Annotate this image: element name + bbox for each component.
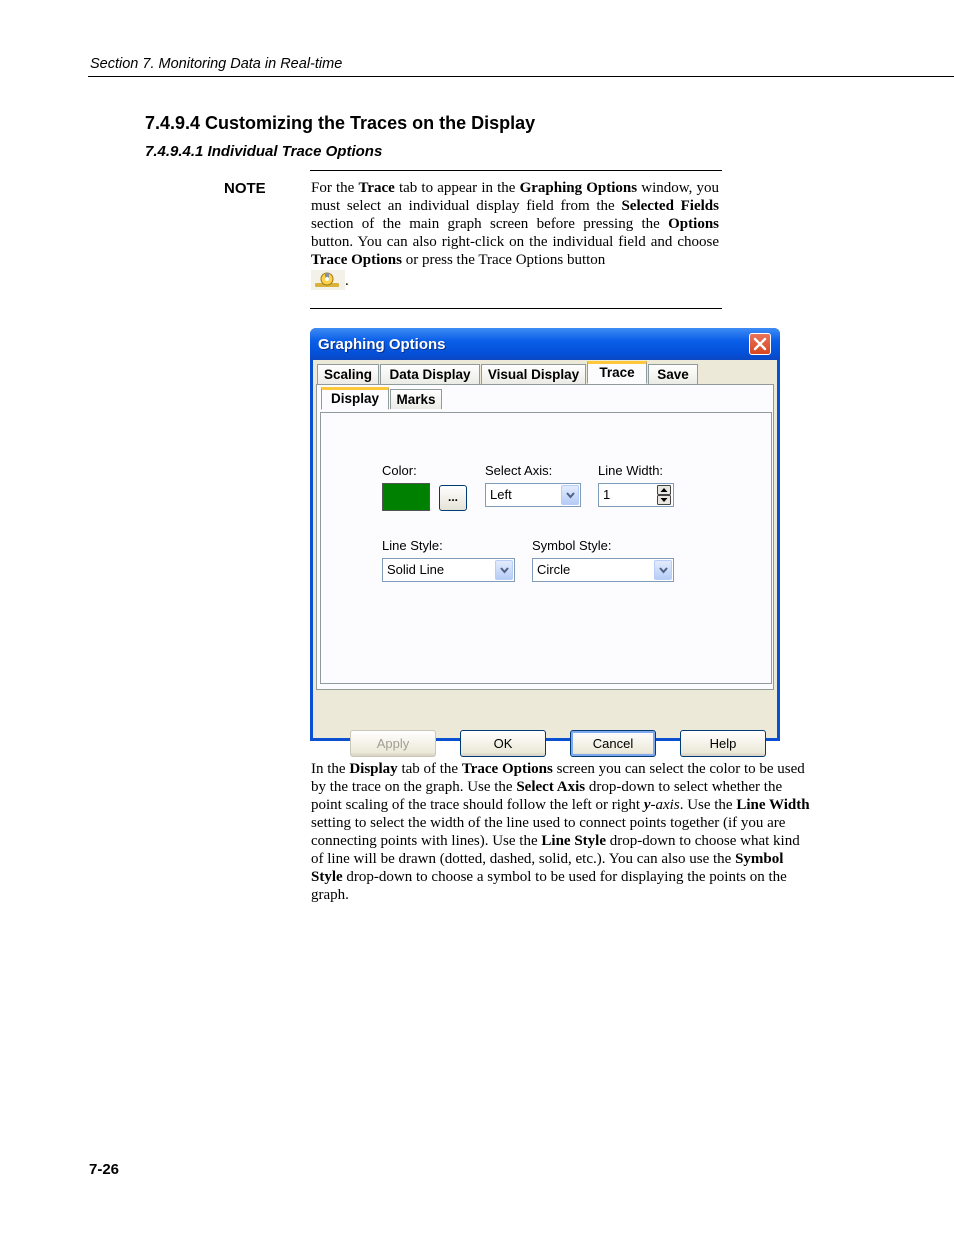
header-rule [88, 76, 954, 77]
line-style-label: Line Style: [382, 538, 443, 553]
symbol-style-dropdown[interactable] [532, 558, 674, 582]
tab-trace-active[interactable]: Trace [587, 361, 647, 384]
note-bottom-rule [310, 308, 722, 309]
dialog-title: Graphing Options [318, 336, 446, 353]
graphing-options-dialog [310, 328, 780, 751]
color-swatch-fill [383, 484, 429, 510]
note-top-rule [310, 170, 722, 171]
color-picker-button[interactable]: ... [439, 485, 467, 511]
spinner-arrows-icon[interactable] [657, 485, 671, 505]
symbol-style-value: Circle [537, 562, 571, 577]
apply-button[interactable]: Apply [350, 730, 436, 757]
display-subtab-panel [320, 412, 772, 684]
color-label: Color: [382, 463, 417, 478]
select-axis-dropdown[interactable] [485, 483, 581, 507]
dialog-titlebar[interactable] [310, 328, 780, 360]
close-button[interactable] [749, 333, 771, 355]
note-label: NOTE [224, 180, 266, 197]
page-number: 7-26 [89, 1161, 120, 1178]
chevron-down-icon[interactable] [495, 560, 513, 580]
symbol-style-label: Symbol Style: [532, 538, 612, 553]
trace-tab-panel [316, 384, 774, 690]
tab-visual-display[interactable]: Visual Display [481, 364, 586, 384]
note-text: For the Trace tab to appear in the Graphing Options window, you must select an individual display field from the Selected Fields section of the main graph screen before pressing the Options button. You can also right-click on the individual field and choose Trace Options or press the Trace Options button . [311, 180, 719, 289]
line-width-label: Line Width: [598, 463, 664, 478]
body-paragraph: In the Display tab of the Trace Options screen you can select the color to be used by the trace on the graph. Use the Select Axis drop-down to select whether the point scaling of the trace should follow the left or right y-axis. Use the Line Width setting to select the width of the line used to connect points together (if you are connecting points with lines). Use the Line Style drop-down to choose what kind of line will be drawn (dotted, dashed, solid, etc.). You can also use the Symbol Style drop-down to choose a symbol to be used for displaying the points on the graph. [311, 761, 810, 903]
section-heading: 7.4.9.4 Customizing the Traces on the Display [145, 113, 536, 133]
cancel-button[interactable]: Cancel [570, 730, 656, 757]
tab-save[interactable]: Save [648, 364, 698, 384]
dialog-body [313, 360, 777, 751]
select-axis-value: Left [490, 487, 512, 502]
chevron-down-icon[interactable] [654, 560, 672, 580]
subtab-display[interactable]: Display [321, 387, 389, 410]
color-swatch[interactable] [382, 483, 430, 511]
subtab-marks[interactable]: Marks [390, 389, 442, 409]
select-axis-label: Select Axis: [485, 463, 553, 478]
trace-options-icon [311, 269, 345, 287]
help-button[interactable]: Help [680, 730, 766, 757]
tab-scaling[interactable]: Scaling [317, 364, 379, 384]
line-width-stepper[interactable] [598, 483, 674, 507]
running-header: Section 7. Monitoring Data in Real-time [90, 56, 343, 72]
line-style-dropdown[interactable] [382, 558, 515, 582]
close-icon [750, 334, 770, 354]
ok-button[interactable]: OK [460, 730, 546, 757]
chevron-down-icon[interactable] [561, 485, 579, 505]
tab-data-display[interactable]: Data Display [380, 364, 480, 384]
line-style-value: Solid Line [387, 562, 445, 577]
line-width-value: 1 [603, 487, 611, 502]
subsection-heading: 7.4.9.4.1 Individual Trace Options [145, 143, 383, 160]
